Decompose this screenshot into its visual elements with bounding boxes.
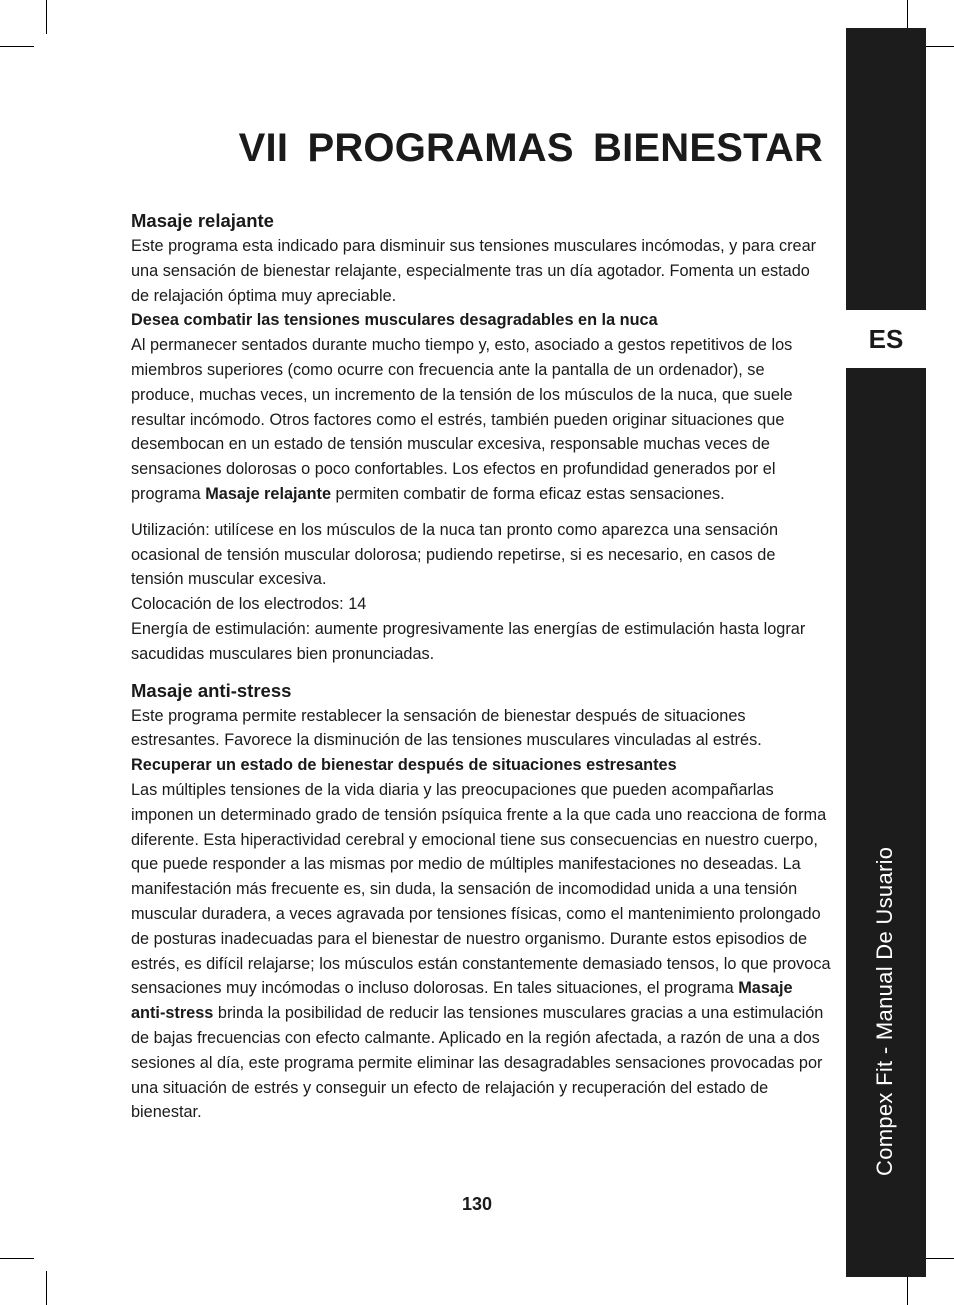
paragraph: Este programa esta indicado para disminuir sus tensiones musculares incómodas, y para crear una sensación de bienestar relajante, especialmente tras un día agotador. Fomenta un estado de relajación óptima muy apreciable.: [131, 237, 817, 305]
program-name: Masaje relajante: [205, 484, 332, 503]
text: Las múltiples tensiones de la vida diaria y las preocupaciones que pueden acompañarlas imponen un determinado grado de tensión psíquica frente a la que cada uno reacciona de forma diferente. Esta hiperactividad cerebral y emocional tiene sus consecuencias en nuestro cuerpo, que puede responder a las mismas por medio de múltiples manifestaciones no deseadas. La manifestación más frecuente es, sin duda, la sensación de incomodidad unida a una tensión muscular duradera, a veces agravada por tensiones físicas, como el mantenimiento prolongado de posturas inadecuadas para el bienestar de nuestro organismo. Durante estos episodios de estrés, es difícil relajarse; los músculos están constantemente demasiado tensos, lo que provoca sensaciones muy incómodas o incluso dolorosas. En tales situaciones, el programa: [131, 780, 831, 998]
paragraph: [131, 333, 831, 507]
sidebar-top-block: [846, 28, 926, 310]
section-heading: Masaje relajante: [131, 210, 274, 231]
subheading: Desea combatir las tensiones musculares desagradables en la nuca: [131, 311, 658, 330]
stimulation-energy: Energía de estimulación: aumente progresivamente las energías de estimulación hasta lograr sacudidas musculares bien pronunciadas.: [131, 619, 806, 663]
text: Al permanecer sentados durante mucho tiempo y, esto, asociado a gestos repetitivos de los miembros superiores (como ocurre con frecuencia ante la pantalla de un ordenador), se produce, muchas veces, un incremento de la tensión de los músculos de la nuca, que suele resultar incómodo. Otros factores como el estrés, también pueden originar situaciones que desembocan en un estado de tensión muscular excesiva, responsable muchas veces de sensaciones dolorosas o poco confortables. Los efectos en profundidad generados por el programa: [131, 336, 793, 503]
crop-mark: [0, 1258, 34, 1259]
crop-mark: [46, 0, 47, 34]
sidebar-bottom-block: [846, 368, 926, 1277]
language-tab: ES: [868, 323, 904, 354]
page-title: VII PROGRAMAS BIENESTAR: [238, 126, 823, 170]
crop-mark: [0, 46, 34, 47]
manual-title: Compex Fit - Manual De Usuario: [872, 846, 897, 1176]
program-name: Masaje anti-stress: [131, 979, 793, 1023]
paragraph: Este programa permite restablecer la sensación de bienestar después de situaciones estresantes. Favorece la disminución de las tensiones musculares vinculadas al estrés.: [131, 706, 762, 750]
subheading: Recuperar un estado de bienestar después de situaciones estresantes: [131, 756, 677, 775]
page-number: 130: [461, 1194, 493, 1214]
usage-text: Utilización: utilícese en los músculos de la nuca tan pronto como aparezca una sensación ocasional de tensión muscular dolorosa; pudiendo repetirse, si es necesario, en casos de tensión muscular excesiva.: [131, 520, 779, 589]
text: permiten combatir de forma eficaz estas sensaciones.: [331, 484, 725, 503]
text: brinda la posibilidad de reducir las tensiones musculares gracias a una estimulación de bajas frecuencias con efecto calmante. Aplicado en la región afectada, a razón de una a dos sesiones al día, este programa permite eliminar las desagradables sensaciones provocadas por una situación de estrés y conseguir un efecto de relajación y recuperación del estado de bienestar.: [131, 1004, 824, 1122]
section-heading: Masaje anti-stress: [131, 679, 292, 701]
main-content: [131, 208, 831, 1125]
crop-mark: [46, 1271, 47, 1305]
paragraph: [131, 778, 831, 1125]
electrode-placement: Colocación de los electrodos: 14: [131, 595, 367, 614]
